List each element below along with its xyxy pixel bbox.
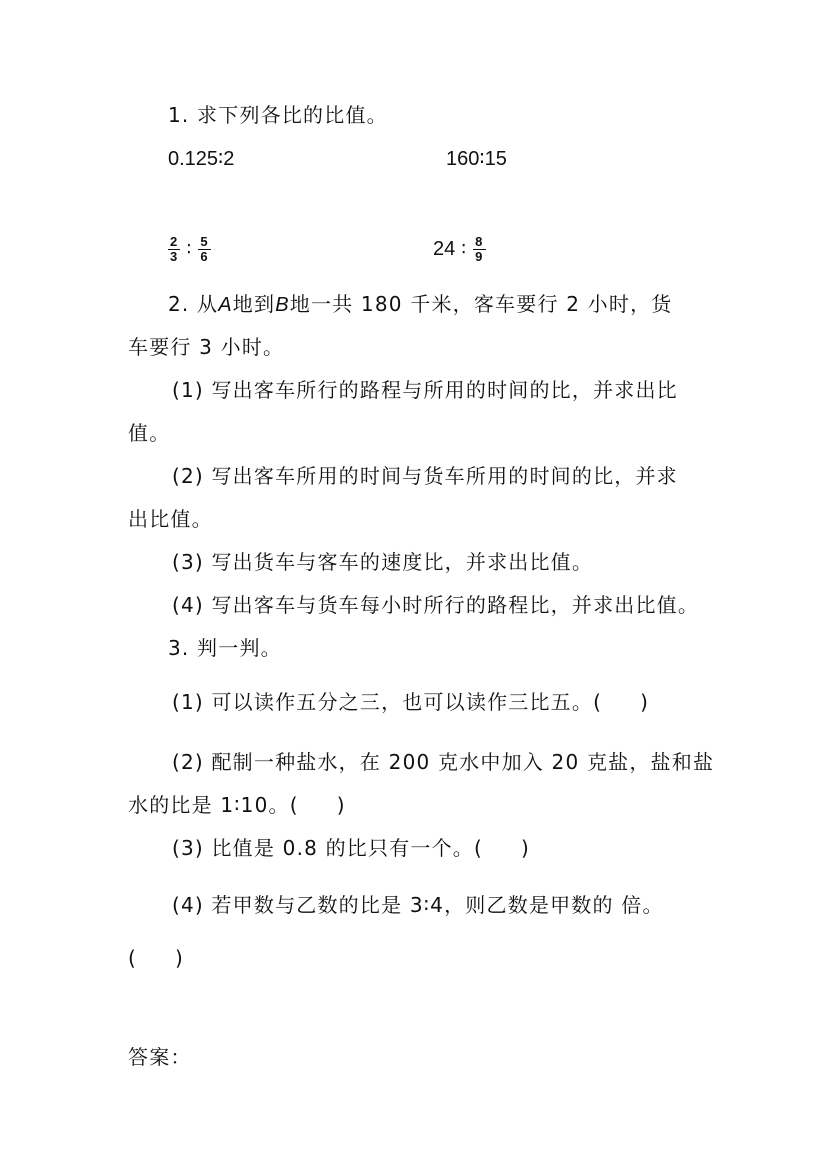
q3-item4-close: ) xyxy=(175,946,185,970)
q3-item3-text: (3) 比值是 0.8 的比只有一个。( xyxy=(172,836,484,860)
fraction-denominator: 3 xyxy=(170,249,179,264)
q3-item2-line1: (2) 配制一种盐水，在 200 克水中加入 20 克盐，盐和盐 xyxy=(172,750,715,774)
point-a-label: A xyxy=(218,294,233,316)
q3-item2-close: ) xyxy=(336,793,346,817)
q2-sub2-line1: (2) 写出客车所用的时间与货车所用的时间的比，并求 xyxy=(172,464,678,488)
q3-item1 xyxy=(172,688,649,716)
q3-item1-text: (1) 可以读作五分之三，也可以读作三比五。( xyxy=(172,690,603,714)
q3-title: 3. 判一判。 xyxy=(168,636,282,660)
q3-item4-line1: (4) 若甲数与乙数的比是 3∶4，则乙数是甲数的 倍。 xyxy=(172,893,664,917)
q2-prefix: 2. 从 xyxy=(168,292,219,316)
q3-item4-line2 xyxy=(128,944,184,972)
q2-line1 xyxy=(168,290,672,319)
fraction-numerator: 8 xyxy=(475,234,484,249)
q2-sub4: (4) 写出客车与货车每小时所行的路程比，并求出比值。 xyxy=(172,593,700,617)
q3-item2-text: 水的比是 1∶10。( xyxy=(128,793,299,817)
q1-ratio-d xyxy=(433,234,486,264)
point-b-label: B xyxy=(275,294,290,316)
fraction-denominator: 6 xyxy=(200,249,209,264)
q1-ratio-c xyxy=(168,234,211,264)
ratio-left-value: 24 xyxy=(433,238,456,260)
fraction-eight-ninths xyxy=(473,235,485,264)
q2-sub2-line2: 出比值。 xyxy=(128,507,213,531)
q2-sub1-line2: 值。 xyxy=(128,421,171,445)
q3-item2-line2 xyxy=(128,791,346,819)
q3-item4-open: ( xyxy=(128,946,138,970)
q2-mid: 地到 xyxy=(232,292,276,316)
q3-item3-close: ) xyxy=(521,836,531,860)
answer-label: 答案： xyxy=(128,1045,192,1069)
q1-title: 1. 求下列各比的比值。 xyxy=(168,103,388,127)
ratio-colon: ∶ xyxy=(461,239,468,260)
q3-item1-close: ) xyxy=(640,690,650,714)
q2-sub3: (3) 写出货车与客车的速度比，并求出比值。 xyxy=(172,550,594,574)
fraction-five-sixths xyxy=(198,235,210,264)
fraction-numerator: 2 xyxy=(170,234,179,249)
q2-line2: 车要行 3 小时。 xyxy=(128,335,285,359)
ratio-colon: ∶ xyxy=(186,239,193,260)
fraction-denominator: 9 xyxy=(475,249,484,264)
fraction-numerator: 5 xyxy=(200,234,209,249)
fraction-two-thirds xyxy=(168,235,180,264)
q1-ratio-b: 160∶15 xyxy=(446,148,507,170)
q1-ratio-a: 0.125∶2 xyxy=(168,148,235,170)
q3-item3 xyxy=(172,834,530,862)
q2-suffix: 地一共 180 千米，客车要行 2 小时，货 xyxy=(289,292,673,316)
q2-sub1-line1: (1) 写出客车所行的路程与所用的时间的比，并求出比 xyxy=(172,378,678,402)
